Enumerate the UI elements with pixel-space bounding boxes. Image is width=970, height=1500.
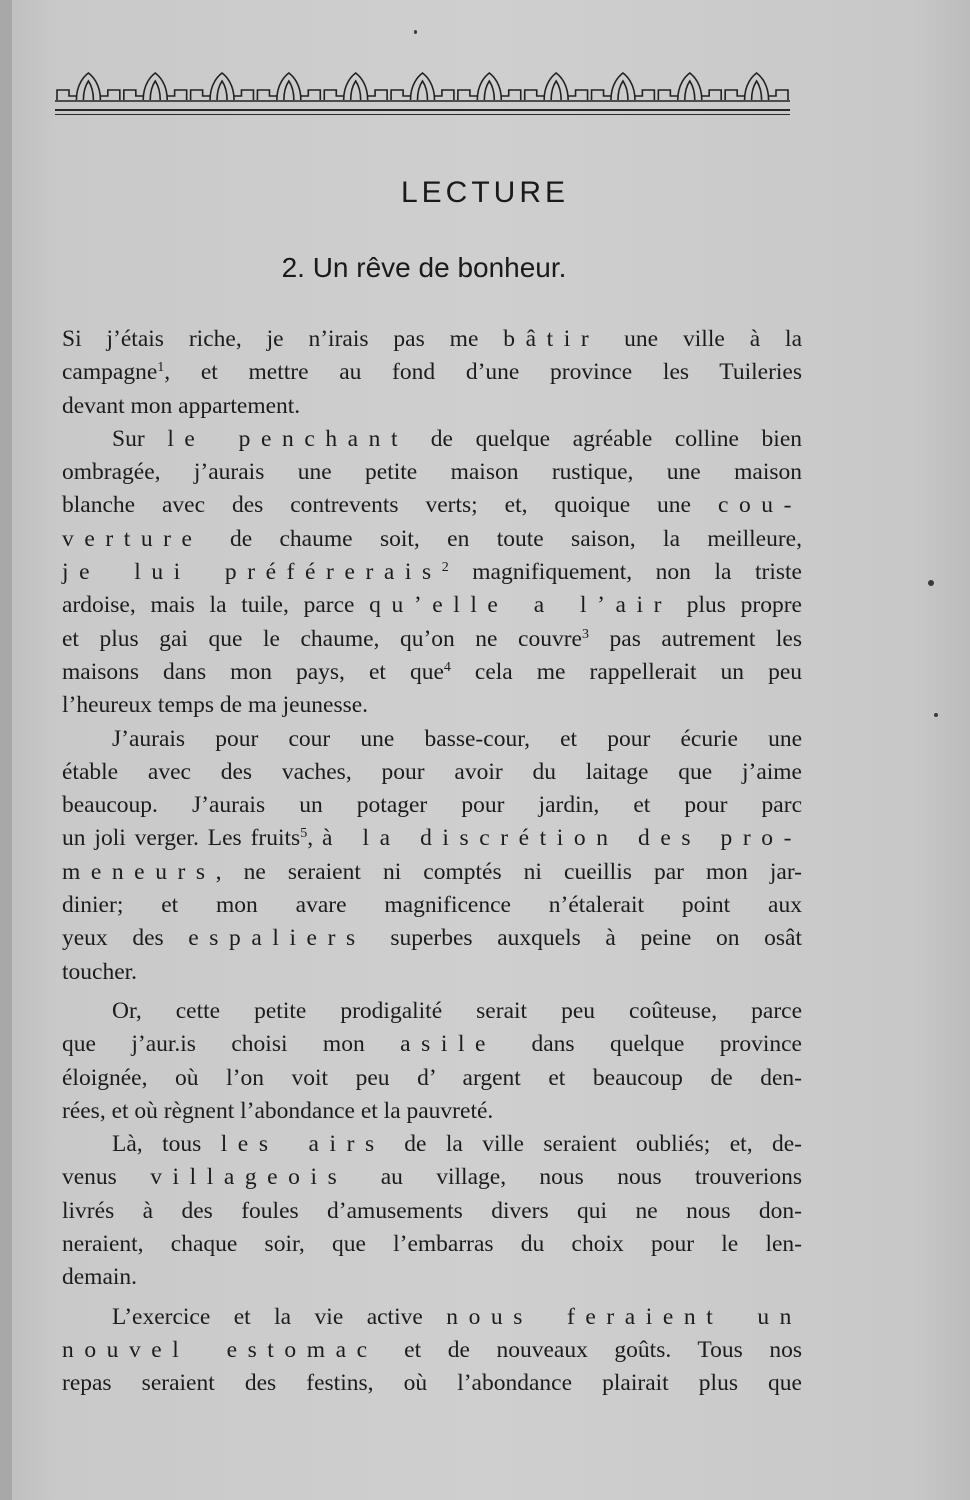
text-segment: neraient, chaque soir, que l’embarras du choix pour le len- [62,1231,802,1258]
text-segment: ardoise, mais la tuile, parce [62,592,370,619]
text-line [62,390,802,423]
footnote-marker: 3 [581,626,589,642]
text-segment: ombragée, j’aurais une petite maison rustique, une maison [62,459,802,486]
text-segment: demain. [62,1264,138,1291]
text-line [62,1161,802,1194]
header-rule-thin [55,114,790,115]
text-line [62,789,802,822]
text-line [62,1367,802,1400]
text-line [62,1261,802,1294]
text-segment: , [307,825,322,852]
ornamental-border-icon [55,70,790,104]
spaced-emphasis: les airs [220,1131,385,1158]
text-segment: repas seraient des festins, où l’abondance plairait plus que [62,1370,802,1397]
text-segment: blanche avec des contrevents verts; et, quoique une [62,492,718,519]
text-segment: dans quelque province [496,1031,802,1058]
text-segment: devant mon appartement. [62,392,301,419]
spaced-emphasis: nouvel estomac [62,1336,378,1363]
text-segment: campagne [62,359,158,386]
text-segment: de la ville seraient oubliés; et, de- [384,1131,803,1158]
text-line [62,995,802,1028]
text-line [62,922,802,955]
body-text [62,323,802,1401]
text-segment: livrés à des foules d’amusements divers qui ne nous don- [62,1197,802,1224]
text-segment: Si j’étais riche, je n’irais pas me [62,326,504,352]
text-line [62,1028,802,1061]
chapter-title: 2. Un rêve de bonheur. [281,252,567,283]
text-segment: au village, nous nous trouverions [347,1164,802,1191]
text-segment: pas autrement les [588,625,803,652]
speck-mark [414,30,417,34]
text-segment: Or, cette petite prodigalité serait peu coûteuse, parce [112,997,802,1024]
text-segment: et plus gai que le chaume, qu’on ne couvre [62,625,582,652]
text-segment: yeux des [62,925,189,952]
text-segment: Là, tous [112,1131,221,1158]
text-line [62,723,802,756]
footnote-marker: 4 [443,659,451,675]
spaced-emphasis: meneurs [62,858,216,885]
header-rule [55,109,790,111]
text-line [62,1334,802,1367]
text-segment: , et mettre au fond d’une province les Tuileries [164,359,802,386]
text-segment: superbes auxquels à peine on osât [365,925,802,952]
text-segment: une ville à la [599,326,802,352]
spaced-emphasis: asile [400,1031,497,1058]
text-line [62,523,802,556]
spaced-emphasis: bâtir [503,326,600,352]
text-segment: magnifiquement, non la triste [448,559,802,586]
text-line [62,689,802,722]
text-segment: l’heureux temps de ma jeunesse. [62,692,369,719]
text-line [62,1228,802,1261]
text-segment: cela me rappellerait un peu [450,658,802,685]
text-segment: beaucoup. J’aurais un potager pour jardin, et pour parc [62,792,802,819]
text-segment: étable avec des vaches, pour avoir du laitage que j’aime [62,758,802,785]
text-segment: rées, et où règnent l’abondance et la pauvreté. [62,1097,494,1124]
footnote-marker: 2 [441,560,449,576]
text-segment: toucher. [62,958,138,985]
text-line [62,656,802,689]
text-line [62,1301,802,1334]
text-line [62,956,802,989]
text-line [62,623,802,656]
text-segment: J’aurais pour cour une basse-cour, et pour écurie une [112,725,802,752]
text-line [62,589,802,622]
spaced-emphasis: à la discrétion des pro- [322,825,802,852]
text-segment: éloignée, où l’on voit peu d’ argent et beaucoup de den- [62,1064,802,1091]
text-segment: un joli verger. Les fruits [62,825,301,852]
text-line [62,856,802,889]
text-segment: maisons dans mon pays, et que [62,658,444,685]
speck-mark [934,713,938,717]
spaced-emphasis: espaliers [188,925,366,952]
text-segment: de quelque agréable colline bien [408,425,803,452]
text-line [62,456,802,489]
text-line [62,489,802,522]
text-line [62,323,802,356]
text-line [62,1195,802,1228]
text-line [62,423,802,456]
text-line [62,756,802,789]
text-line [62,822,802,855]
text-line [62,1128,802,1161]
text-segment: que j’aur.is choisi mon [62,1031,401,1058]
text-line [62,356,802,389]
spaced-emphasis: nous feraient un [446,1303,802,1330]
text-segment: plus propre [672,592,802,619]
text-segment: de chaume soit, en toute saison, la meilleure, [202,525,802,552]
text-line [62,1095,802,1128]
text-segment: , ne seraient ni comptés ni cueillis par mon jar- [215,858,802,885]
footnote-marker: 1 [157,360,165,376]
text-segment: venus [62,1164,151,1191]
section-heading: LECTURE [400,176,570,209]
speck-mark [928,580,934,586]
spaced-emphasis: je lui préférerais [62,559,442,586]
text-line [62,556,802,589]
text-line [62,889,802,922]
spaced-emphasis: cou- [717,492,802,519]
spaced-emphasis: verture [62,525,203,552]
text-segment: dinier; et mon avare magnificence n’étalerait point aux [62,892,802,919]
text-segment: Sur [112,425,168,452]
spaced-emphasis: le penchant [167,425,409,452]
page-spine [0,0,12,1500]
footnote-marker: 5 [300,826,308,842]
text-line [62,1062,802,1095]
text-segment: et de nouveaux goûts. Tous nos [377,1336,802,1363]
text-segment: L’exercice et la vie active [112,1303,447,1330]
spaced-emphasis: villageois [150,1164,348,1191]
spaced-emphasis: qu’elle a l’air [369,592,673,619]
